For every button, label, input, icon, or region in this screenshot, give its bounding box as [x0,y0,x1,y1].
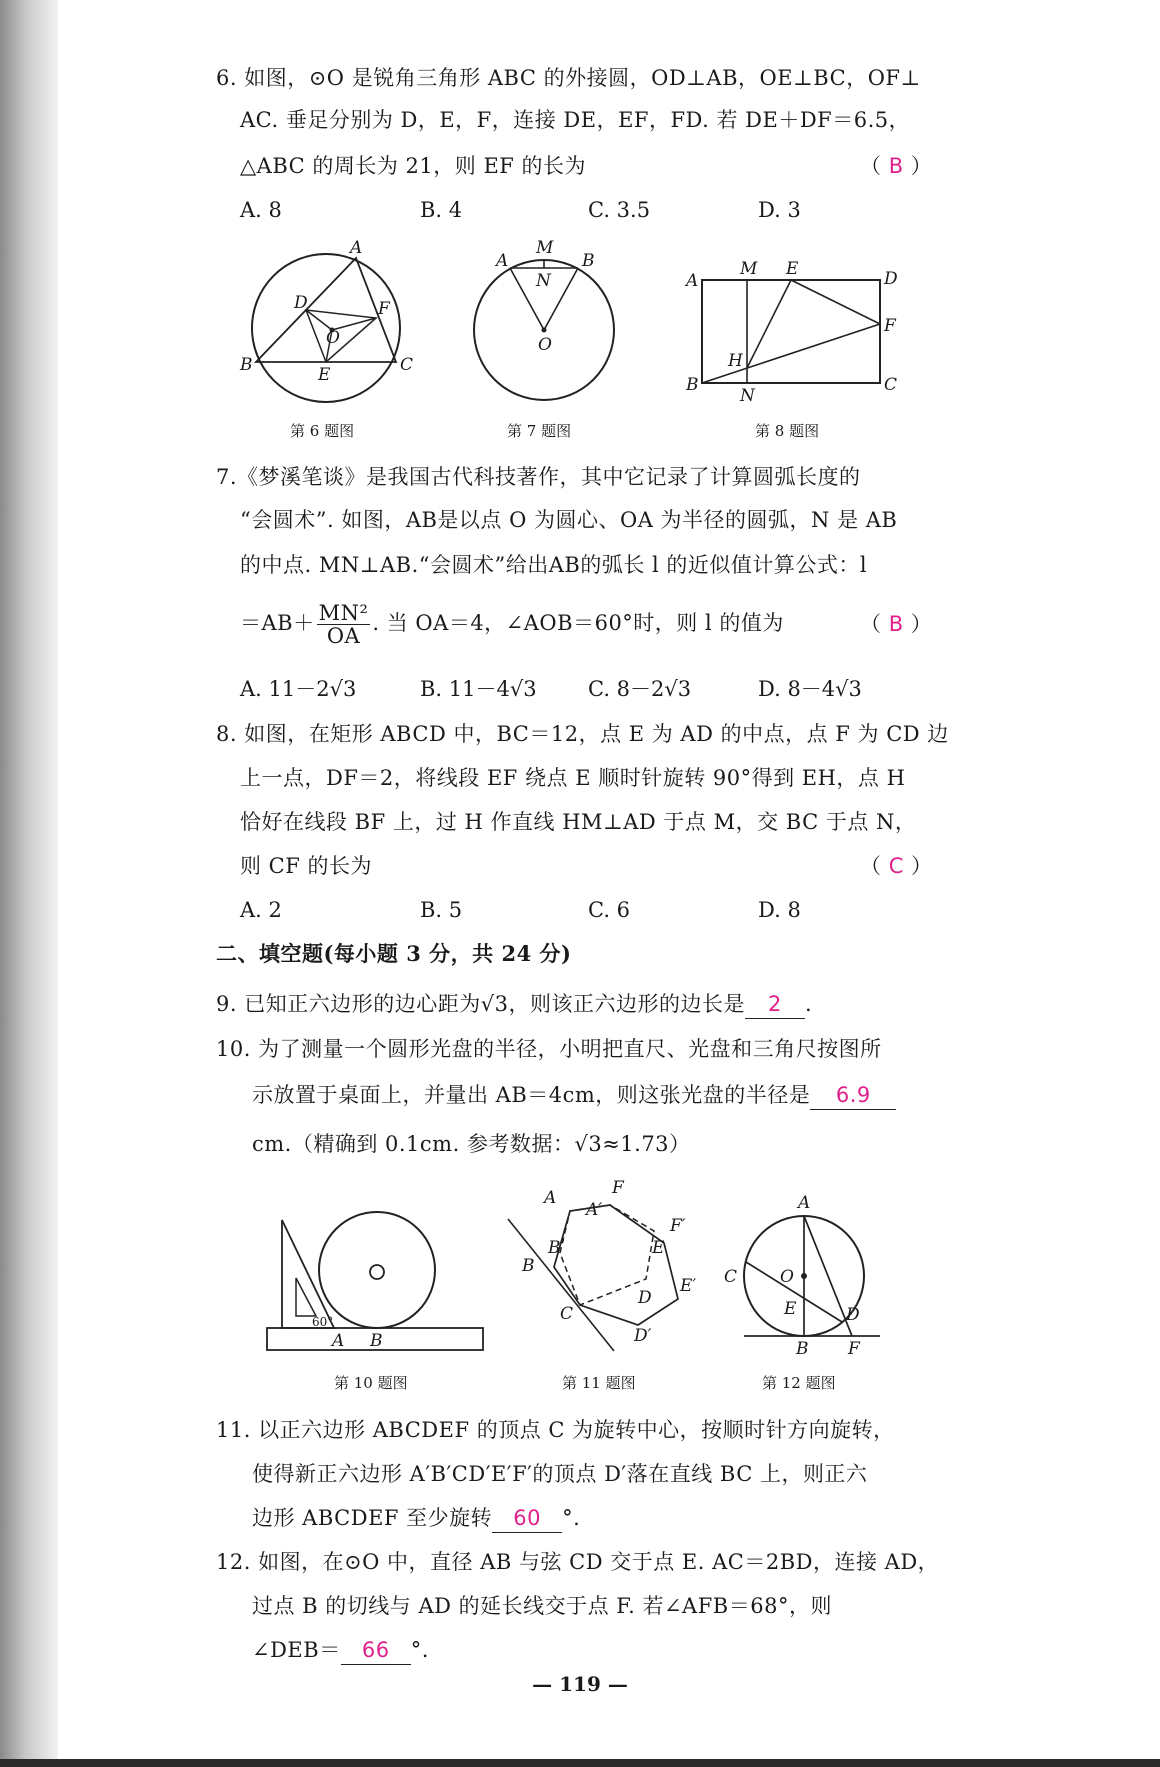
q9-text: 9. 已知正六边形的边心距为√3，则该正六边形的边长是 [216,992,745,1016]
q7-line2: “会圆术”. 如图，AB是以点 O 为圆心、OA 为半径的圆弧，N 是 AB [240,508,898,532]
q10-answer: 6.9 [835,1083,871,1107]
q7-line4-end: . 当 OA＝4，∠AOB＝60°时，则 l 的值为 [372,611,784,635]
q8-option-a: A. 2 [240,898,282,922]
fig8-label-n: N [740,386,755,406]
q7-line3: 的中点. MN⊥AB.“会圆术”给出AB的弧长 l 的近似值计算公式：l [240,553,868,577]
section-2-title: 二、填空题(每小题 3 分，共 24 分) [216,941,572,966]
fig11-label-c: C [560,1304,574,1324]
q10-line1: 10. 为了测量一个圆形光盘的半径，小明把直尺、光盘和三角尺按图所 [216,1037,882,1061]
q11-end: °. [562,1506,581,1530]
q6-line1: 6. 如图，⊙O 是锐角三角形 ABC 的外接圆，OD⊥AB，OE⊥BC，OF⊥ [216,66,921,90]
fig12-label-e: E [784,1299,797,1319]
fig12-label-o: O [780,1267,794,1287]
fig12-label-c: C [724,1267,738,1287]
q7-answer: B [888,612,904,636]
q7-line1: 7.《梦溪笔谈》是我国古代科技著作，其中它记录了计算圆弧长度的 [216,465,861,489]
q9-line [216,990,812,1019]
fig8-label-b: B [686,375,699,395]
fig6-label-d: D [294,293,308,313]
q7-option-c: C. 8－2√3 [588,677,692,701]
q7-option-d: D. 8－4√3 [758,677,862,701]
fig11-label-a-prime: A′ [586,1200,603,1220]
q8-line1: 8. 如图，在矩形 ABCD 中，BC＝12，点 E 为 AD 的中点，点 F 为 CD 边 [216,722,949,746]
fig6-label-o: O [326,328,340,348]
q7-frac-num: MN² [318,601,369,625]
fig7-label-a: A [496,251,509,271]
q12-blank [341,1636,411,1665]
fig11-label-d-prime: D′ [634,1326,652,1346]
fig12-label-a: A [798,1193,811,1213]
q6-option-d: D. 3 [758,198,801,222]
q11-answer: 60 [513,1506,542,1530]
q6-line2: AC. 垂足分别为 D，E，F，连接 DE，EF，FD. 若 DE＋DF＝6.5， [240,108,911,132]
q10-line3: cm.（精确到 0.1cm. 参考数据：√3≈1.73） [252,1132,691,1156]
fig11-label-f: F [612,1178,624,1198]
q9-blank [745,990,805,1019]
q12-answer: 66 [361,1638,390,1662]
fig11-label-f-prime: F′ [670,1216,686,1236]
caption-fig12: 第 12 题图 [762,1374,836,1392]
figure-8 [682,258,912,408]
q11-blank [492,1504,562,1533]
q12-line2: 过点 B 的切线与 AD 的延长线交于点 F. 若∠AFB＝68°，则 [252,1594,832,1618]
caption-fig7: 第 7 题图 [507,422,572,440]
fig11-label-b-prime: B′ [548,1238,565,1258]
fig6-label-a: A [350,238,363,258]
fig6-label-b: B [240,355,253,375]
q8-line2: 上一点，DF＝2，将线段 EF 绕点 E 顺时针旋转 90°得到 EH，点 H [240,766,906,790]
figure-11 [508,1175,738,1355]
caption-fig6: 第 6 题图 [290,422,355,440]
q7-line4-start: ＝AB＋ [240,611,315,635]
q6-option-c: C. 3.5 [588,198,651,222]
fig8-label-h: H [728,351,743,371]
fig8-label-a: A [686,271,699,291]
fig8-label-d: D [884,269,898,289]
q8-line4: 则 CF 的长为 [240,854,372,878]
q12-line1: 12. 如图，在⊙O 中，直径 AB 与弦 CD 交于点 E. AC＝2BD，连接 AD， [216,1550,940,1574]
q8-line3: 恰好在线段 BF 上，过 H 作直线 HM⊥AD 于点 M，交 BC 于点 N， [240,810,917,834]
q6-option-b: B. 4 [420,198,463,222]
q9-end: . [804,992,813,1016]
q7-option-a: A. 11－2√3 [240,677,357,701]
q11-line1: 11. 以正六边形 ABCDEF 的顶点 C 为旋转中心，按顺时针方向旋转， [216,1418,895,1442]
page-number: — 119 — [532,1672,628,1696]
figure-7 [466,238,646,408]
q8-option-c: C. 6 [588,898,631,922]
q6-option-a: A. 8 [240,198,282,222]
q7-fraction [317,602,371,647]
caption-fig10: 第 10 题图 [334,1374,408,1392]
q8-option-b: B. 5 [420,898,463,922]
fig7-label-o: O [538,335,552,355]
q11-line3 [252,1504,580,1533]
q7-option-b: B. 11－4√3 [420,677,537,701]
q6-answer-box: （ B ） [860,154,933,178]
q11-line2: 使得新正六边形 A′B′CD′E′F′的顶点 D′落在直线 BC 上，则正六 [252,1462,868,1486]
q12-line3 [252,1636,429,1665]
fig10-label-60: 60° [312,1315,334,1329]
q7-frac-den: OA [326,624,361,648]
fig12-label-f: F [848,1339,860,1359]
q6-line3: △ABC 的周长为 21，则 EF 的长为 [240,154,587,178]
fig8-label-m: M [740,259,758,279]
q7-answer-box: （ B ） [860,612,933,636]
q7-line4 [240,602,784,647]
q8-option-d: D. 8 [758,898,801,922]
fig10-label-b: B [370,1331,383,1351]
q8-answer: C [888,854,904,878]
q9-answer: 2 [768,992,782,1016]
fig10-label-a: A [332,1331,345,1351]
fig6-label-c: C [400,355,414,375]
q11-line3-text: 边形 ABCDEF 至少旋转 [252,1506,493,1530]
q12-line3-text: ∠DEB＝ [252,1638,341,1662]
caption-fig8: 第 8 题图 [755,422,820,440]
fig6-label-f: F [378,299,390,319]
fig11-label-e-prime: E′ [680,1276,697,1296]
q10-blank [810,1081,896,1110]
fig12-label-b: B [796,1339,809,1359]
fig7-label-m: M [536,238,554,258]
fig7-label-b: B [582,251,595,271]
q6-answer: B [888,154,904,178]
fig11-label-e: E [652,1238,665,1258]
fig11-label-d: D [638,1288,652,1308]
fig8-label-e: E [786,259,799,279]
figure-10 [262,1180,492,1350]
fig7-label-n: N [536,271,551,291]
q10-line2 [252,1081,896,1110]
fig6-label-e: E [318,365,331,385]
fig11-label-b: B [522,1256,535,1276]
caption-fig11: 第 11 题图 [562,1374,636,1392]
fig8-label-c: C [884,375,898,395]
q8-answer-box: （ C ） [860,854,933,878]
figure-6 [240,238,426,408]
fig12-label-d: D [846,1305,860,1325]
fig11-label-a: A [544,1188,557,1208]
q12-end: °. [410,1638,429,1662]
fig8-label-f: F [884,316,896,336]
figure-12 [724,1192,904,1372]
q10-line2-text: 示放置于桌面上，并量出 AB＝4cm，则这张光盘的半径是 [252,1083,811,1107]
